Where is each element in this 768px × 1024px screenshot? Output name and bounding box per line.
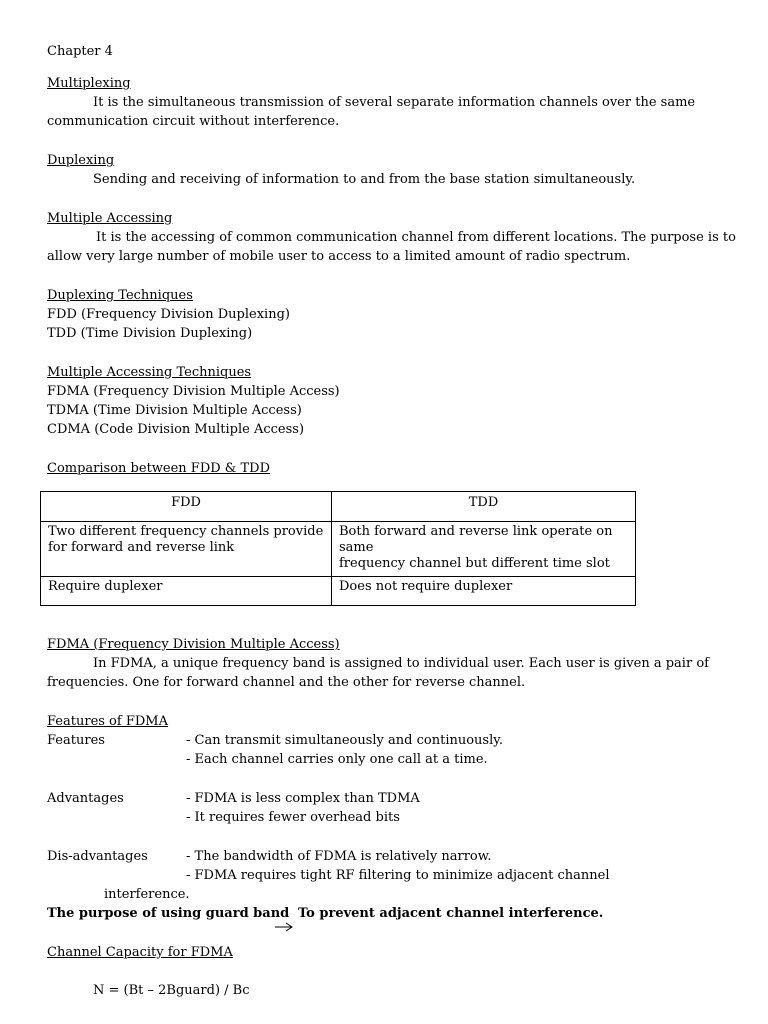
disadvantage-item: - FDMA requires tight RF filtering to minimize adjacent channel [186, 868, 610, 883]
capacity-formula: N = (Bt – 2Bguard) / Bc [93, 983, 250, 998]
fdma-text-line: frequencies. One for forward channel and the other for reverse channel. [47, 675, 526, 690]
table-header-fdd: FDD [41, 492, 332, 522]
multiple-accessing-heading: Multiple Accessing [47, 211, 173, 226]
duplexing-technique-item: TDD (Time Division Duplexing) [47, 326, 253, 341]
cell-line: Require duplexer [48, 579, 163, 594]
table-cell-fdd [41, 522, 332, 577]
table-header-row [41, 492, 636, 522]
feature-item: - Can transmit simultaneously and continuously. [186, 733, 503, 748]
disadvantage-item-continuation: interference. [104, 887, 190, 902]
multiplexing-heading: Multiplexing [47, 76, 131, 91]
multiplexing-text-line: communication circuit without interference. [47, 114, 340, 129]
guard-band-answer: To prevent adjacent channel interference. [298, 906, 604, 921]
cell-line: frequency channel but different time slot [339, 556, 610, 571]
chapter-title: Chapter 4 [47, 44, 113, 59]
fdma-heading: FDMA (Frequency Division Multiple Access) [47, 637, 340, 652]
multiple-accessing-techniques-heading: Multiple Accessing Techniques [47, 365, 252, 380]
duplexing-technique-item: FDD (Frequency Division Duplexing) [47, 307, 290, 322]
table-cell-tdd [332, 577, 636, 606]
disadvantage-item: - The bandwidth of FDMA is relatively narrow. [186, 849, 492, 864]
cell-line: Both forward and reverse link operate on same [339, 524, 613, 555]
comparison-table [40, 491, 636, 606]
disadvantages-label: Dis-advantages [47, 849, 148, 864]
table-row [41, 522, 636, 577]
table-cell-tdd [332, 522, 636, 577]
advantage-item: - FDMA is less complex than TDMA [186, 791, 420, 806]
table-cell-fdd [41, 577, 332, 606]
advantage-item: - It requires fewer overhead bits [186, 810, 400, 825]
guard-band-question: The purpose of using guard band [47, 906, 290, 921]
cell-line: for forward and reverse link [48, 540, 235, 555]
fdma-text-line: In FDMA, a unique frequency band is assigned to individual user. Each user is given a pair of [93, 656, 709, 671]
advantages-label: Advantages [47, 791, 124, 806]
feature-item: - Each channel carries only one call at a time. [186, 752, 488, 767]
access-technique-item: CDMA (Code Division Multiple Access) [47, 422, 305, 437]
multiple-accessing-text-line: It is the accessing of common communication channel from different locations. The purpose is to [96, 230, 736, 245]
channel-capacity-heading: Channel Capacity for FDMA [47, 945, 233, 960]
features-label: Features [47, 733, 105, 748]
table-row [41, 577, 636, 606]
features-heading: Features of FDMA [47, 714, 168, 729]
duplexing-text-line: Sending and receiving of information to and from the base station simultaneously. [93, 172, 636, 187]
right-arrow-icon [274, 919, 294, 933]
cell-line: Does not require duplexer [339, 579, 513, 594]
comparison-heading: Comparison between FDD & TDD [47, 461, 271, 476]
duplexing-techniques-heading: Duplexing Techniques [47, 288, 193, 303]
table-header-tdd: TDD [332, 492, 636, 522]
duplexing-heading: Duplexing [47, 153, 115, 168]
access-technique-item: FDMA (Frequency Division Multiple Access) [47, 384, 340, 399]
cell-line: Two different frequency channels provide [48, 524, 324, 539]
multiplexing-text-line: It is the simultaneous transmission of several separate information channels over the same [93, 95, 696, 110]
access-technique-item: TDMA (Time Division Multiple Access) [47, 403, 302, 418]
multiple-accessing-text-line: allow very large number of mobile user to access to a limited amount of radio spectrum. [47, 249, 631, 264]
